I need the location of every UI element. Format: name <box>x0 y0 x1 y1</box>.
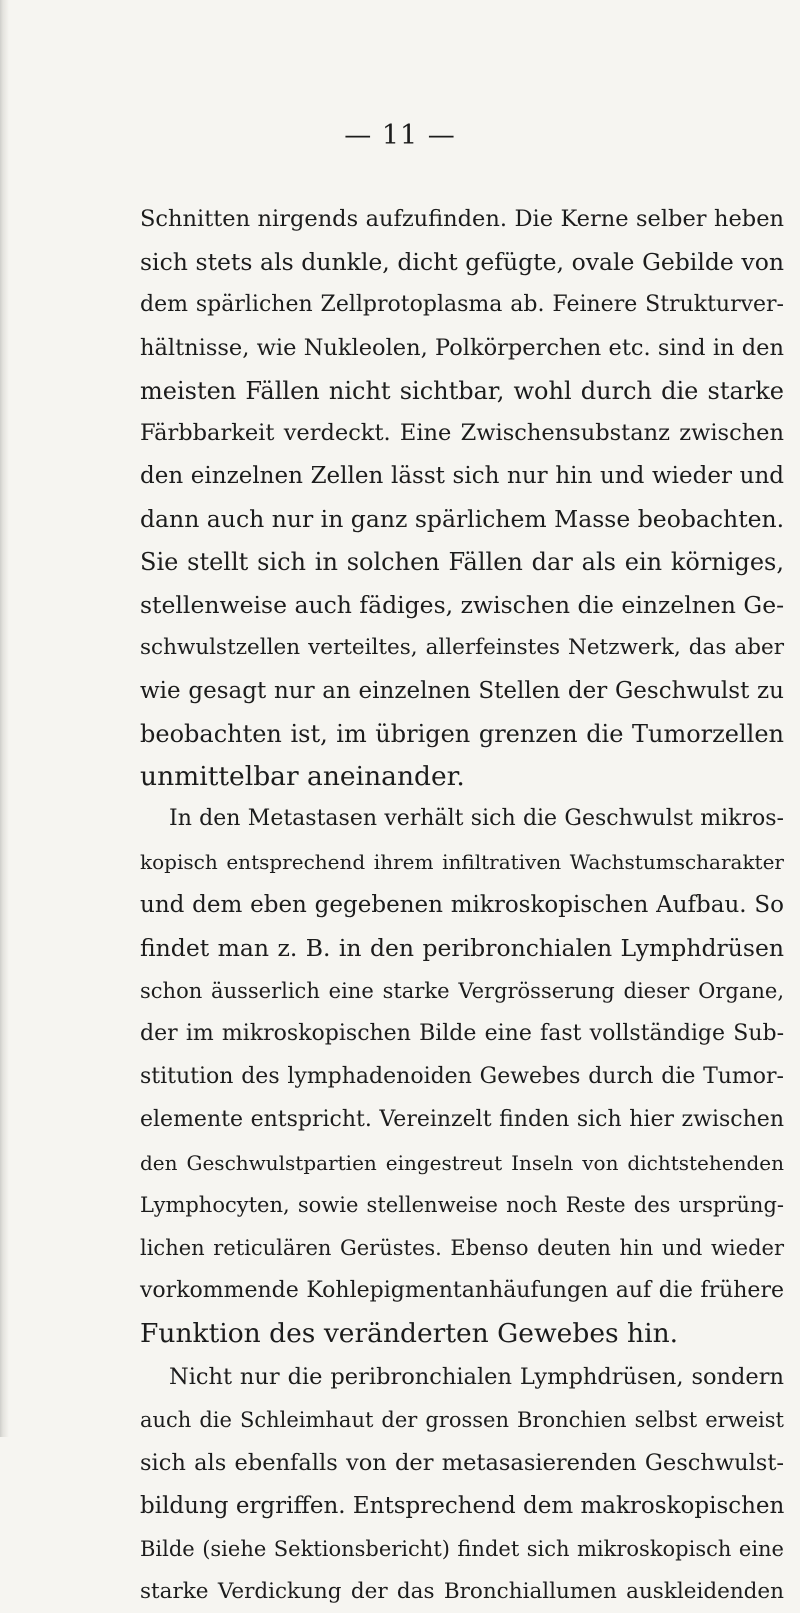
text-line: dem spärlichen Zellprotoplasma ab. Feinere Strukturver- <box>140 284 784 327</box>
text-line: lichen reticulären Gerüstes. Ebenso deuten hin und wieder <box>140 1227 784 1270</box>
text-line: dann auch nur in ganz spärlichem Masse beobachten. <box>140 498 784 541</box>
text-line: Färbbarkeit verdeckt. Eine Zwischensubstanz zwischen <box>140 412 784 455</box>
text-line: Funktion des veränderten Gewebes hin. <box>140 1313 784 1356</box>
text-line: den Geschwulstpartien eingestreut Inseln von dichtstehenden <box>140 1142 784 1185</box>
text-line: stitution des lymphadenoiden Gewebes durch die Tumor- <box>140 1056 784 1099</box>
text-line: stellenweise auch fädiges, zwischen die einzelnen Ge- <box>140 584 784 627</box>
text-line: hältnisse, wie Nukleolen, Polkörperchen etc. sind in den <box>140 327 784 370</box>
text-line: In den Metastasen verhält sich die Geschwulst mikros- <box>140 798 784 841</box>
page-number: — 11 — <box>0 120 800 151</box>
text-line: Nicht nur die peribronchialen Lymphdrüsen, sondern <box>140 1356 784 1399</box>
text-line: unmittelbar aneinander. <box>140 756 784 799</box>
text-line: findet man z. B. in den peribronchialen Lymphdrüsen <box>140 927 784 970</box>
text-line: der im mikroskopischen Bilde eine fast vollständige Sub- <box>140 1013 784 1056</box>
text-line: den einzelnen Zellen lässt sich nur hin und wieder und <box>140 455 784 498</box>
text-line: Schnitten nirgends aufzufinden. Die Kerne selber heben <box>140 198 784 241</box>
text-line: schon äusserlich eine starke Vergrösserung dieser Organe, <box>140 970 784 1013</box>
text-line: meisten Fällen nicht sichtbar, wohl durch die starke <box>140 370 784 413</box>
page-edge-shadow <box>0 0 9 1437</box>
body-text <box>140 198 784 1613</box>
text-line: Bilde (siehe Sektionsbericht) findet sich mikroskopisch eine <box>140 1528 784 1571</box>
text-line: starke Verdickung der das Bronchiallumen auskleidenden <box>140 1571 784 1613</box>
text-line: wie gesagt nur an einzelnen Stellen der Geschwulst zu <box>140 670 784 713</box>
text-line: kopisch entsprechend ihrem infiltrativen Wachstumscharakter <box>140 841 784 884</box>
text-line: bildung ergriffen. Entsprechend dem makroskopischen <box>140 1485 784 1528</box>
text-line: vorkommende Kohlepigmentanhäufungen auf die frühere <box>140 1270 784 1313</box>
text-line: schwulstzellen verteiltes, allerfeinstes Netzwerk, das aber <box>140 627 784 670</box>
text-line: sich stets als dunkle, dicht gefügte, ovale Gebilde von <box>140 241 784 284</box>
text-line: sich als ebenfalls von der metasasierenden Geschwulst- <box>140 1442 784 1485</box>
text-line: beobachten ist, im übrigen grenzen die Tumorzellen <box>140 713 784 756</box>
text-line: und dem eben gegebenen mikroskopischen Aufbau. So <box>140 884 784 927</box>
text-line: auch die Schleimhaut der grossen Bronchien selbst erweist <box>140 1399 784 1442</box>
text-line: elemente entspricht. Vereinzelt finden sich hier zwischen <box>140 1099 784 1142</box>
text-line: Sie stellt sich in solchen Fällen dar als ein körniges, <box>140 541 784 584</box>
text-line: Lymphocyten, sowie stellenweise noch Reste des ursprüng- <box>140 1184 784 1227</box>
